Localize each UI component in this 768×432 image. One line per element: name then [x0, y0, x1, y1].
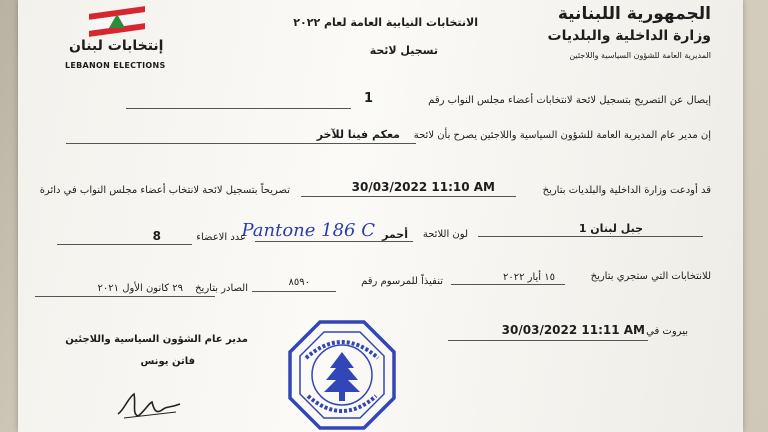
district-line	[478, 236, 703, 237]
members-line	[57, 244, 192, 245]
deposit-datetime: 30/03/2022 11:10 AM	[351, 180, 495, 194]
members-count: 8	[152, 229, 161, 243]
declaration-label: تصريحاً بتسجيل لائحة لانتخاب أعضاء مجلس النواب في دائرة	[39, 185, 290, 196]
receipt-label: إيصال عن التصريح بتسجيل لائحة لانتخابات أعضاء مجلس النواب رقم	[428, 95, 711, 106]
election-title: الانتخابات النيابية العامة لعام ٢٠٢٢	[293, 16, 478, 29]
lebanese-flag-icon	[89, 10, 145, 34]
signed-date-line	[448, 340, 648, 341]
deposit-label: قد أودعت وزارة الداخلية والبلديات بتاريخ	[542, 185, 711, 196]
color-label: لون اللائحة	[422, 229, 468, 240]
handwritten-signature	[114, 388, 184, 422]
issued-date-line	[35, 296, 215, 297]
cedar-tree-icon	[324, 352, 360, 401]
registration-receipt-document	[18, 0, 743, 432]
elections-label: للانتخابات التي ستجري بتاريخ	[590, 271, 711, 282]
color-value: أحمر	[382, 228, 408, 241]
beirut-label: بيروت في	[646, 326, 688, 337]
deposit-date-line	[301, 196, 516, 197]
issued-date: ٢٩ كانون الأول ٢٠٢١	[97, 283, 183, 294]
receipt-number: 1	[363, 91, 373, 106]
director-label: إن مدير عام المديرية العامة للشؤون السياسية واللاجئين يصرح بأن لائحة	[413, 130, 711, 141]
decree-number-line	[252, 291, 336, 292]
issued-label: الصادر بتاريخ	[195, 283, 248, 294]
members-label: عدد الاعضاء	[196, 232, 246, 243]
signatory-title: مدير عام الشؤون السياسية واللاجئين	[65, 334, 248, 345]
lebanon-elections-logo	[63, 8, 173, 74]
signed-datetime: 30/03/2022 11:11 AM	[501, 323, 645, 337]
receipt-number-line	[126, 108, 351, 109]
form-title: تسجيل لائحة	[369, 44, 438, 57]
official-seal-stamp	[286, 318, 398, 432]
decree-label: تنفيذاً للمرسوم رقم	[361, 276, 443, 287]
logo-english-text: LEBANON ELECTIONS	[65, 61, 166, 70]
list-name-line	[66, 143, 416, 144]
color-line	[255, 241, 413, 242]
signatory-name: فاتن يونس	[140, 356, 195, 367]
color-code-handwritten: Pantone 186 C	[241, 220, 375, 241]
elections-date: ١٥ أيار ٢٠٢٢	[502, 272, 555, 283]
logo-arabic-text: إنتخابات لبنان	[69, 38, 164, 54]
list-name: معكم فينا للآخر	[316, 128, 400, 141]
directorate-heading: المديرية العامة للشؤون السياسية واللاجئين	[569, 51, 711, 60]
elections-date-line	[451, 284, 565, 285]
decree-number: ٨٥٩٠	[288, 277, 310, 288]
ministry-heading: وزارة الداخلية والبلديات	[547, 28, 711, 44]
republic-heading: الجمهورية اللبنانية	[557, 4, 711, 24]
district-name: جبل لبنان 1	[578, 222, 643, 235]
